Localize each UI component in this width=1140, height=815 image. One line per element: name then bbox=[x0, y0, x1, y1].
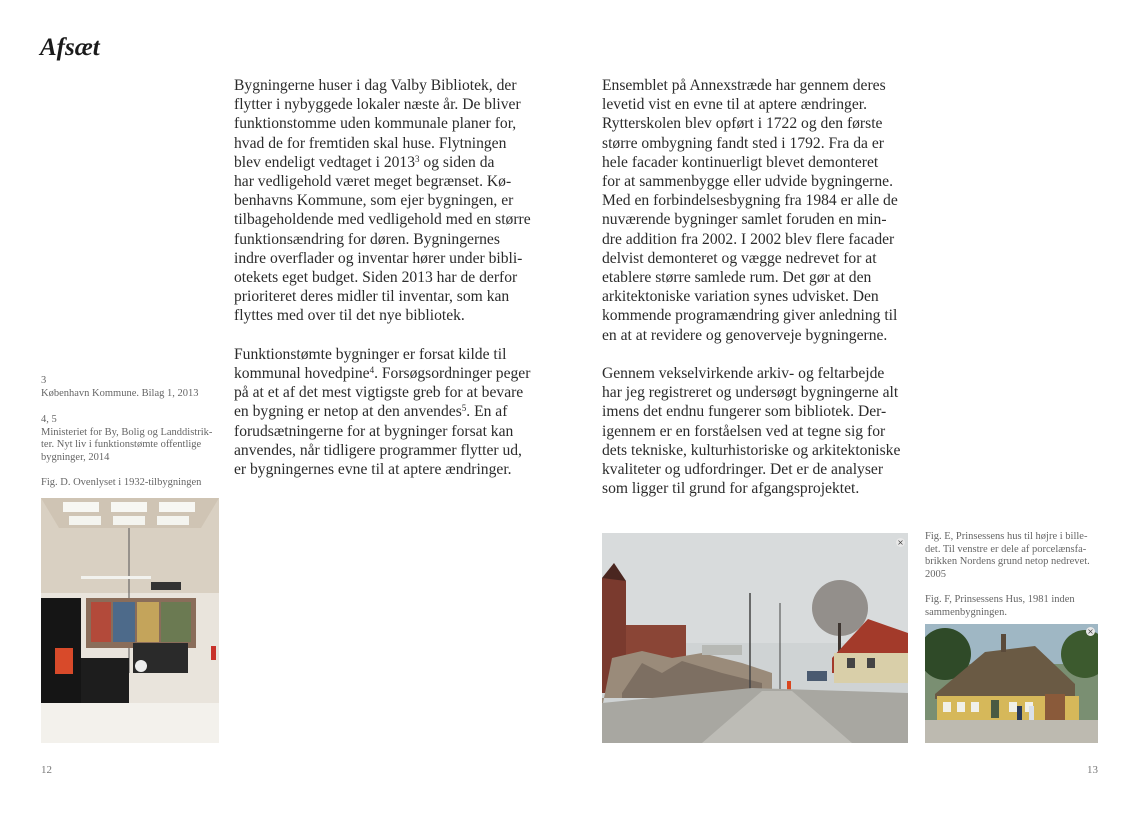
caption-fig-d: Fig. D. Ovenlyset i 1932-tilbygningen bbox=[41, 477, 202, 488]
page-number-right: 13 bbox=[1087, 764, 1098, 776]
text-line: kvaliteter og udfordringer. Det er de analyser bbox=[602, 461, 884, 479]
text-line: har vedligehold været meget begrænset. Kø- bbox=[234, 173, 512, 191]
text-line: . En af bbox=[466, 403, 508, 421]
text-line: delvist demonteret og vægge nedrevet for at bbox=[602, 249, 877, 267]
caption-line: 2005 bbox=[925, 568, 946, 580]
footnote-ref: 4 bbox=[369, 365, 375, 376]
text-line: tilbageholdende med vedligehold med en større bbox=[234, 211, 531, 229]
caption-line: brikken Nordens grund netop nedrevet. bbox=[925, 556, 1090, 567]
photo-library-skylight bbox=[41, 498, 219, 743]
text-line: . Forsøgsordninger peger bbox=[374, 365, 531, 383]
paragraph bbox=[602, 364, 920, 498]
footnote-line: bygninger, 2014 bbox=[41, 451, 110, 463]
text-line: og siden da bbox=[419, 153, 495, 171]
text-line: imens det endnu fungerer som bibliotek. Der- bbox=[602, 403, 887, 421]
text-line: er bygningernes evne til at aptere ændringer. bbox=[234, 461, 512, 479]
close-icon[interactable]: × bbox=[897, 538, 904, 547]
text-line: arkitektoniske variation synes udvisket. Den bbox=[602, 288, 879, 306]
text-line: hvad de for fremtiden skal huse. Flytningen bbox=[234, 134, 507, 152]
text-line: anvendes, når tidligere programmer flytter ud, bbox=[234, 441, 522, 459]
text-line: blev endeligt vedtaget i 2013 bbox=[234, 153, 416, 171]
text-column-right bbox=[602, 76, 920, 518]
text-line: flyttes med over til det nye bibliotek. bbox=[234, 307, 465, 325]
text-line: hele facader kontinuerligt blevet demonteret bbox=[602, 153, 879, 171]
page-heading: Afsæt bbox=[40, 34, 100, 61]
footnote-4-5 bbox=[41, 414, 226, 464]
text-line: kommende programændring giver anledning til bbox=[602, 307, 898, 325]
text-line: Ensemblet på Annexstræde har gennem deres bbox=[602, 77, 886, 94]
page-number-left: 12 bbox=[41, 764, 52, 776]
text-line: indre overflader og inventar hører under bibli- bbox=[234, 249, 523, 267]
text-line: Med en forbindelsesbygning fra 1984 er alle de bbox=[602, 192, 898, 210]
footnote-line: ter. Nyt liv i funktionstømte offentlige bbox=[41, 439, 202, 450]
text-line: benhavns Kommune, som ejer bygningen, er bbox=[234, 192, 514, 210]
footnote-ref: 5 bbox=[461, 403, 467, 414]
text-line: etablere større samlede rum. Det gør at den bbox=[602, 269, 872, 287]
text-line: en at at revidere og genoverveje bygningerne. bbox=[602, 326, 888, 344]
caption-line: Fig. F, Prinsessens Hus, 1981 inden bbox=[925, 594, 1075, 605]
text-line: Bygningerne huser i dag Valby Bibliotek, der bbox=[234, 77, 517, 94]
text-line: Gennem vekselvirkende arkiv- og feltarbejde bbox=[602, 365, 885, 383]
text-column-left bbox=[234, 76, 552, 498]
text-line: Funktionstømte bygninger er forsat kilde til bbox=[234, 345, 507, 363]
text-line: levetid vist en evne til at aptere ændringer. bbox=[602, 96, 868, 114]
caption-line: Fig. E, Prinsessens hus til højre i bille- bbox=[925, 531, 1088, 542]
footnote-3 bbox=[41, 375, 221, 400]
footnote-line: Ministeriet for By, Bolig og Landdistrik- bbox=[41, 426, 213, 438]
paragraph bbox=[234, 345, 552, 479]
text-line: dre addition fra 2002. I 2002 blev flere facader bbox=[602, 230, 895, 248]
text-line: Rytterskolen blev opført i 1722 og den første bbox=[602, 115, 883, 133]
caption-line: sammenbygningen. bbox=[925, 606, 1007, 618]
text-line: dets tekniske, kulturhistoriske og arkitektoniske bbox=[602, 441, 901, 459]
text-line: otekets eget budget. Siden 2013 har de derfor bbox=[234, 269, 518, 287]
text-line: en bygning er netop at den anvendes bbox=[234, 403, 462, 421]
text-line: kommunal hovedpine bbox=[234, 365, 370, 383]
close-icon[interactable]: × bbox=[1087, 627, 1094, 636]
text-line: forudsætningerne for at bygninger forsat kan bbox=[234, 422, 514, 440]
text-line: større ombygning fandt sted i 1792. Fra da er bbox=[602, 134, 884, 152]
text-line: prioriteret deres midler til inventar, som kan bbox=[234, 288, 510, 306]
text-line: som ligger til grund for afgangsprojektet. bbox=[602, 480, 860, 498]
text-line: nuværende bygninger samlet foruden en min- bbox=[602, 211, 887, 229]
photo-prinsessens-hus bbox=[925, 624, 1098, 743]
footnote-text: København Kommune. Bilag 1, 2013 bbox=[41, 387, 199, 399]
footnote-number: 4, 5 bbox=[41, 414, 57, 425]
paragraph bbox=[234, 76, 552, 326]
footnote-number: 3 bbox=[41, 375, 47, 386]
text-line: på at et af det mest vigtigste greb for at bevare bbox=[234, 384, 524, 402]
photo-street-demolition bbox=[602, 533, 908, 743]
text-line: har jeg registreret og undersøgt bygningerne alt bbox=[602, 384, 899, 402]
footnote-ref: 3 bbox=[415, 153, 420, 164]
text-line: funktionstomme uden kommunale planer for, bbox=[234, 115, 517, 133]
text-line: funktionsændring for døren. Bygningernes bbox=[234, 230, 500, 248]
text-line: for at sammenbygge eller udvide bygningerne. bbox=[602, 173, 893, 191]
caption-line: det. Til venstre er dele af porcelænsfa- bbox=[925, 543, 1087, 555]
text-line: igennem er en forståelsen ved at tegne sig for bbox=[602, 422, 886, 440]
caption-fig-f bbox=[925, 594, 1105, 619]
caption-fig-e bbox=[925, 531, 1105, 581]
text-line: flytter i nybyggede lokaler næste år. De bliver bbox=[234, 96, 521, 114]
paragraph bbox=[602, 76, 920, 345]
